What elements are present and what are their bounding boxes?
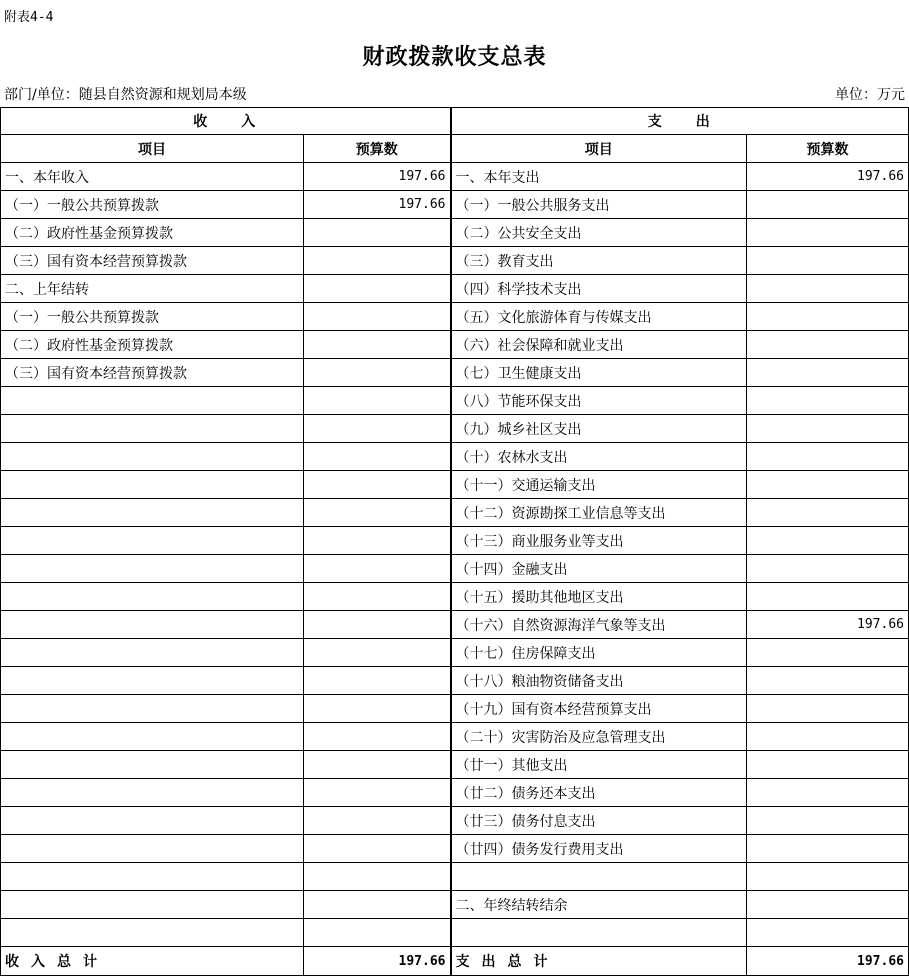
income-item-cell [1,583,304,611]
table-row [1,387,909,415]
expense-item-cell: （十五）援助其他地区支出 [451,583,747,611]
expense-item-cell: （二十）灾害防治及应急管理支出 [451,723,747,751]
expense-section-header: 支 出 [451,108,909,135]
totals-row [1,947,909,976]
expense-amount-cell [747,471,909,499]
table-row [1,443,909,471]
expense-item-header: 项目 [451,135,747,163]
income-amount-cell [304,863,451,891]
expense-amount-cell [747,527,909,555]
table-row [1,611,909,639]
income-item-cell: （一）一般公共预算拨款 [1,191,304,219]
income-amount-cell [304,639,451,667]
expense-item-cell: （五）文化旅游体育与传媒支出 [451,303,747,331]
expense-item-cell: （十二）资源勘探工业信息等支出 [451,499,747,527]
income-amount-cell [304,443,451,471]
table-row [1,499,909,527]
page-title: 财政拨款收支总表 [362,44,547,70]
department-label: 部门/单位：随县自然资源和规划局本级 [4,87,247,103]
income-amount-cell [304,499,451,527]
income-item-cell: （二）政府性基金预算拨款 [1,331,304,359]
income-amount-cell [304,751,451,779]
income-amount-cell [304,387,451,415]
expense-amount-cell [747,303,909,331]
expense-item-cell: 一、本年支出 [451,163,747,191]
expense-amount-cell [747,331,909,359]
expense-amount-cell [747,191,909,219]
expense-item-cell: （廿一）其他支出 [451,751,747,779]
column-header-row [1,135,909,163]
table-row [1,779,909,807]
table-row [1,359,909,387]
expense-amount-header: 预算数 [747,135,909,163]
expense-amount-cell [747,891,909,919]
expense-amount-cell [747,555,909,583]
table-row [1,163,909,191]
expense-item-cell: （十一）交通运输支出 [451,471,747,499]
income-item-cell [1,415,304,443]
income-item-cell [1,919,304,947]
expense-amount-cell [747,499,909,527]
income-item-cell [1,779,304,807]
expense-amount-cell [747,807,909,835]
expense-item-cell: （十六）自然资源海洋气象等支出 [451,611,747,639]
income-section-header: 收 入 [1,108,451,135]
expense-amount-cell [747,443,909,471]
table-row [1,331,909,359]
budget-table [0,107,909,976]
income-amount-cell [304,275,451,303]
income-item-cell [1,639,304,667]
income-amount-cell: 197.66 [304,191,451,219]
income-amount-cell: 197.66 [304,163,451,191]
income-amount-cell [304,695,451,723]
table-row [1,919,909,947]
income-item-cell [1,387,304,415]
income-amount-cell [304,219,451,247]
expense-amount-cell: 197.66 [747,163,909,191]
expense-amount-cell [747,667,909,695]
income-amount-cell [304,723,451,751]
income-amount-cell [304,779,451,807]
unit-label: 单位：万元 [835,87,905,103]
income-item-cell [1,723,304,751]
income-item-cell [1,667,304,695]
expense-item-cell: （廿二）债务还本支出 [451,779,747,807]
expense-amount-cell [747,751,909,779]
income-total-amount: 197.66 [304,947,451,976]
table-row [1,807,909,835]
income-amount-cell [304,527,451,555]
expense-amount-cell [747,359,909,387]
income-item-cell: （一）一般公共预算拨款 [1,303,304,331]
income-total-label: 收入总计 [1,947,304,976]
income-item-cell [1,807,304,835]
income-item-cell: （三）国有资本经营预算拨款 [1,247,304,275]
income-amount-cell [304,611,451,639]
income-amount-cell [304,331,451,359]
income-amount-cell [304,583,451,611]
expense-item-cell: （四）科学技术支出 [451,275,747,303]
expense-amount-cell [747,387,909,415]
expense-amount-cell [747,639,909,667]
expense-item-cell [451,863,747,891]
expense-item-cell: （十三）商业服务业等支出 [451,527,747,555]
table-row [1,303,909,331]
table-row [1,639,909,667]
income-item-cell [1,471,304,499]
table-row [1,583,909,611]
income-item-cell: （二）政府性基金预算拨款 [1,219,304,247]
income-item-cell [1,527,304,555]
income-amount-cell [304,471,451,499]
income-item-cell [1,863,304,891]
income-item-cell: 二、上年结转 [1,275,304,303]
expense-amount-cell [747,695,909,723]
income-item-cell [1,695,304,723]
expense-amount-cell [747,583,909,611]
income-amount-cell [304,247,451,275]
income-amount-cell [304,891,451,919]
expense-amount-cell [747,919,909,947]
income-amount-cell [304,835,451,863]
income-item-cell [1,555,304,583]
table-row [1,863,909,891]
expense-item-cell: （二）公共安全支出 [451,219,747,247]
expense-amount-cell: 197.66 [747,611,909,639]
table-row [1,219,909,247]
income-amount-header: 预算数 [304,135,451,163]
table-row [1,891,909,919]
expense-item-cell: 二、年终结转结余 [451,891,747,919]
table-row [1,723,909,751]
expense-total-label: 支出总计 [451,947,747,976]
income-item-cell [1,611,304,639]
expense-item-cell: （九）城乡社区支出 [451,415,747,443]
income-amount-cell [304,667,451,695]
expense-item-cell: （十九）国有资本经营预算支出 [451,695,747,723]
expense-item-cell: （十八）粮油物资储备支出 [451,667,747,695]
expense-item-cell: （十四）金融支出 [451,555,747,583]
expense-amount-cell [747,779,909,807]
income-amount-cell [304,555,451,583]
income-item-header: 项目 [1,135,304,163]
table-row [1,667,909,695]
expense-item-cell: （三）教育支出 [451,247,747,275]
expense-item-cell: （八）节能环保支出 [451,387,747,415]
expense-amount-cell [747,247,909,275]
table-row [1,555,909,583]
expense-item-cell: （一）一般公共服务支出 [451,191,747,219]
income-amount-cell [304,415,451,443]
income-item-cell [1,751,304,779]
expense-item-cell: （廿四）债务发行费用支出 [451,835,747,863]
table-row [1,415,909,443]
expense-amount-cell [747,723,909,751]
attachment-label: 附表4-4 [4,10,54,25]
expense-item-cell: （十七）住房保障支出 [451,639,747,667]
expense-amount-cell [747,275,909,303]
section-header-row [1,108,909,135]
expense-item-cell: （廿三）债务付息支出 [451,807,747,835]
income-item-cell [1,835,304,863]
expense-item-cell: （七）卫生健康支出 [451,359,747,387]
income-item-cell [1,891,304,919]
expense-amount-cell [747,863,909,891]
income-amount-cell [304,807,451,835]
table-row [1,471,909,499]
expense-total-amount: 197.66 [747,947,909,976]
table-row [1,275,909,303]
expense-amount-cell [747,219,909,247]
table-row [1,751,909,779]
income-amount-cell [304,359,451,387]
income-item-cell [1,443,304,471]
income-item-cell: （三）国有资本经营预算拨款 [1,359,304,387]
income-amount-cell [304,303,451,331]
table-row [1,191,909,219]
expense-amount-cell [747,415,909,443]
expense-amount-cell [747,835,909,863]
table-row [1,835,909,863]
table-row [1,527,909,555]
income-amount-cell [304,919,451,947]
expense-item-cell: （十）农林水支出 [451,443,747,471]
income-item-cell: 一、本年收入 [1,163,304,191]
income-item-cell [1,499,304,527]
table-row [1,695,909,723]
expense-item-cell: （六）社会保障和就业支出 [451,331,747,359]
table-row [1,247,909,275]
expense-item-cell [451,919,747,947]
